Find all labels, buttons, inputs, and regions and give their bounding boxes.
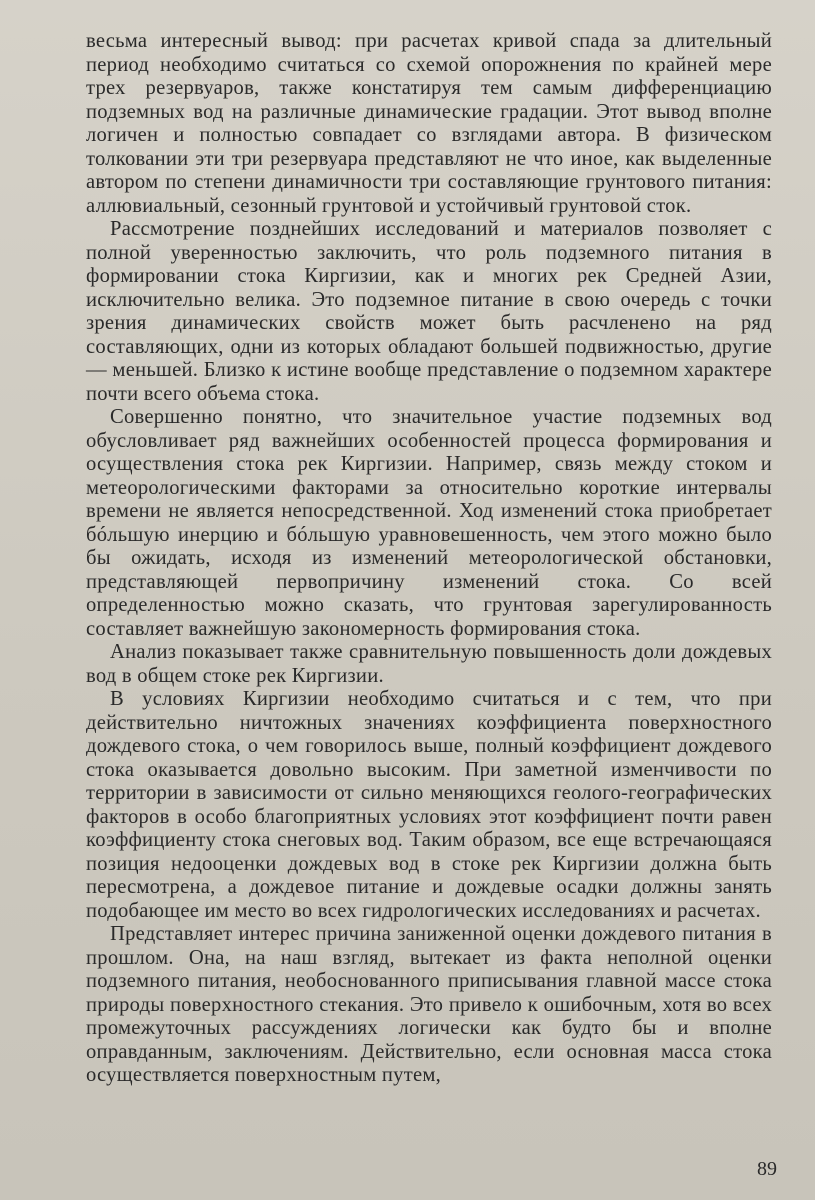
paragraph-3: Совершенно понятно, что значительное участие подземных вод обусловливает ряд важнейших особенностей процесса формирования и осуществления стока рек Киргизии. Например, связь между стоком и метеорологическими факторами за относительно короткие интервалы времени не является непосредственной. Ход изменений стока приобретает бóльшую инерцию и бóльшую уравновешенность, чем этого можно было бы ожидать, исходя из изменений метеорологической обстановки, представляющей первопричину изменений стока. Со всей определенностью можно сказать, что грунтовая зарегулированность составляет важнейшую закономерность формирования стока. (86, 406, 772, 640)
paragraph-4: Анализ показывает также сравнительную повышенность доли дождевых вод в общем стоке рек Киргизии. (86, 641, 772, 687)
paragraph-5: В условиях Киргизии необходимо считаться и с тем, что при действительно ничтожных значениях коэффициента поверхностного дождевого стока, о чем говорилось выше, полный коэффициент дождевого стока оказывается довольно высоким. При заметной изменчивости по территории в зависимости от сильно меняющихся геолого-географических факторов в особо благоприятных условиях этот коэффициент почти равен коэффициенту стока снеговых вод. Таким образом, все еще встречающаяся позиция недооценки дождевых вод в стоке рек Киргизии должна быть пересмотрена, а дождевое питание и дождевые осадки должны занять подобающее им место во всех гидрологических исследованиях и расчетах. (86, 688, 772, 922)
page-number: 89 (757, 1158, 777, 1180)
paragraph-2: Рассмотрение позднейших исследований и материалов позволяет с полной уверенностью заключить, что роль подземного питания в формировании стока Киргизии, как и многих рек Средней Азии, исключительно велика. Это подземное питание в свою очередь с точки зрения динамических свойств может быть расчленено на ряд составляющих, одни из которых обладают большей подвижностью, другие — меньшей. Близко к истине вообще представление о подземном характере почти всего объема стока. (86, 218, 772, 405)
paragraph-1: весьма интересный вывод: при расчетах кривой спада за длительный период необходимо считаться со схемой опорожнения по крайней мере трех резервуаров, также констатируя тем самым дифференциацию подземных вод на различные динамические градации. Этот вывод вполне логичен и полностью совпадает со взглядами автора. В физическом толковании эти три резервуара представляют не что иное, как выделенные автором по степени динамичности три составляющие грунтового питания: аллювиальный, сезонный грунтовой и устойчивый грунтовой сток. (86, 30, 772, 217)
body-text (86, 30, 772, 1088)
paragraph-6: Представляет интерес причина заниженной оценки дождевого питания в прошлом. Она, на наш взгляд, вытекает из факта неполной оценки подземного питания, необоснованного приписывания главной массе стока природы поверхностного стекания. Это привело к ошибочным, хотя во всех промежуточных рассуждениях логически как будто бы и вполне оправданным, заключениям. Действительно, если основная масса стока осуществляется поверхностным путем, (86, 923, 772, 1086)
